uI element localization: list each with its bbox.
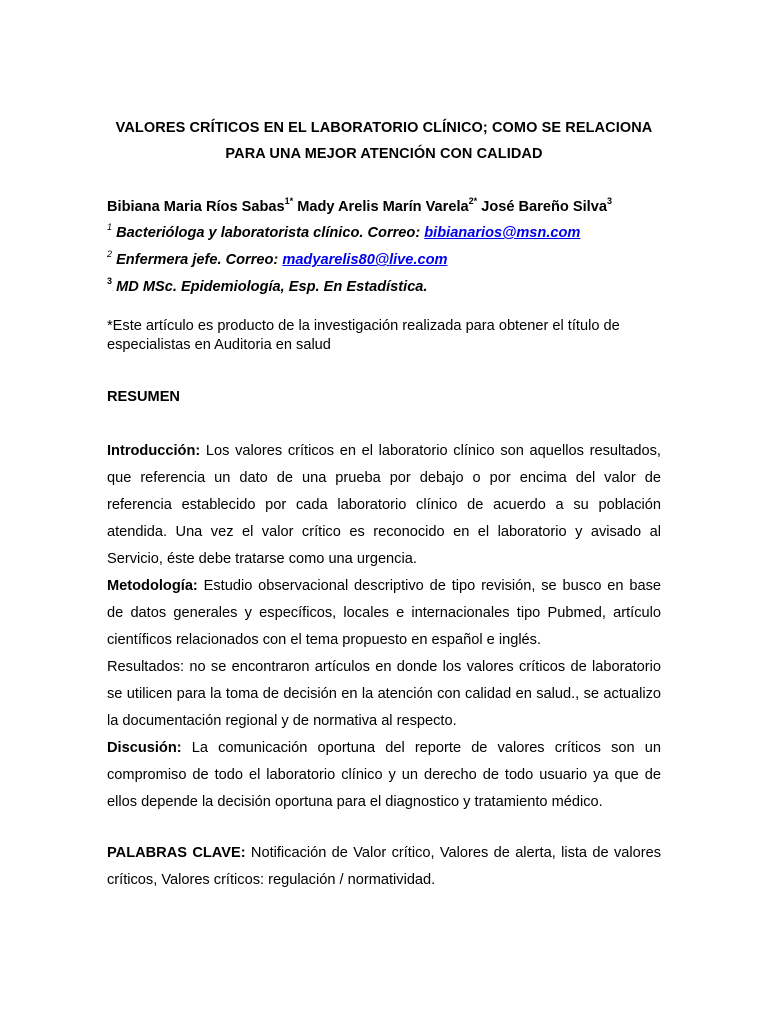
metodologia-paragraph: [107, 573, 661, 654]
author-3: José Bareño Silva: [481, 199, 607, 215]
title-line-2: PARA UNA MEJOR ATENCIÓN CON CALIDAD: [225, 146, 543, 162]
introduccion-label: Introducción:: [107, 443, 201, 459]
keywords-paragraph: [107, 840, 661, 894]
affiliation-2-text: Enfermera jefe. Correo:: [116, 252, 283, 268]
keywords-label: PALABRAS CLAVE:: [107, 845, 246, 861]
author-2: Mady Arelis Marín Varela: [297, 199, 469, 215]
discusion-label: Discusión:: [107, 740, 182, 756]
affiliation-1-number: 1: [107, 222, 113, 232]
affiliation-2: [107, 249, 448, 268]
affiliation-2-email-link[interactable]: madyarelis80@live.com: [282, 252, 448, 268]
resumen-heading: RESUMEN: [107, 389, 180, 405]
introduccion-paragraph: [107, 438, 661, 573]
discusion-text: La comunicación oportuna del reporte de valores críticos son un compromiso de todo el laboratorio clínico y un derecho de todo usuario ya que de ellos depende la decisión oportuna para el diagnostico y tratamiento médico.: [107, 740, 661, 810]
discusion-paragraph: [107, 735, 661, 816]
title-line-1: VALORES CRÍTICOS EN EL LABORATORIO CLÍNICO; COMO SE RELACIONA: [115, 120, 653, 136]
author-2-sup: 2*: [468, 196, 478, 206]
author-3-sup: 3: [606, 196, 612, 206]
author-1: Bibiana Maria Ríos Sabas: [107, 199, 285, 215]
affiliation-3-number: 3: [107, 276, 113, 286]
affiliation-3: [107, 276, 428, 295]
author-1-sup: 1*: [284, 196, 294, 206]
resultados-paragraph: Resultados: no se encontraron artículos en donde los valores críticos de laboratorio se utilicen para la toma de decisión en la atención con calidad en salud., se actualizo la documentación regional y de normativa al respecto.: [107, 659, 661, 729]
metodologia-text: Estudio observacional descriptivo de tipo revisión, se busco en base de datos generales y específicos, locales e internacionales tipo Pubmed, artículo científicos relacionados con el tema propuesto en español e inglés.: [107, 578, 661, 648]
affiliation-1: [107, 222, 581, 241]
affiliation-1-text: Bacterióloga y laboratorista clínico. Correo:: [116, 225, 425, 241]
affiliation-1-email-link[interactable]: bibianarios@msn.com: [424, 225, 581, 241]
affiliation-2-number: 2: [107, 249, 113, 259]
footnote-line-1: *Este artículo es producto de la investigación realizada para obtener el título de: [107, 318, 620, 334]
authors-line: [107, 196, 612, 215]
footnote-line-2: especialistas en Auditoria en salud: [107, 337, 331, 353]
affiliation-3-text: MD MSc. Epidemiología, Esp. En Estadística.: [116, 279, 428, 295]
keywords-text: Notificación de Valor crítico, Valores de alerta, lista de valores críticos, Valores críticos: regulación / normatividad.: [107, 845, 661, 888]
metodologia-label: Metodología:: [107, 578, 198, 594]
introduccion-text: Los valores críticos en el laboratorio clínico son aquellos resultados, que referencia un dato de una prueba por debajo o por encima del valor de referencia establecido por cada laboratorio clínico de acuerdo a su población atendida. Una vez el valor crítico es reconocido en el laboratorio y avisado al Servicio, éste debe tratarse como una urgencia.: [107, 443, 661, 567]
